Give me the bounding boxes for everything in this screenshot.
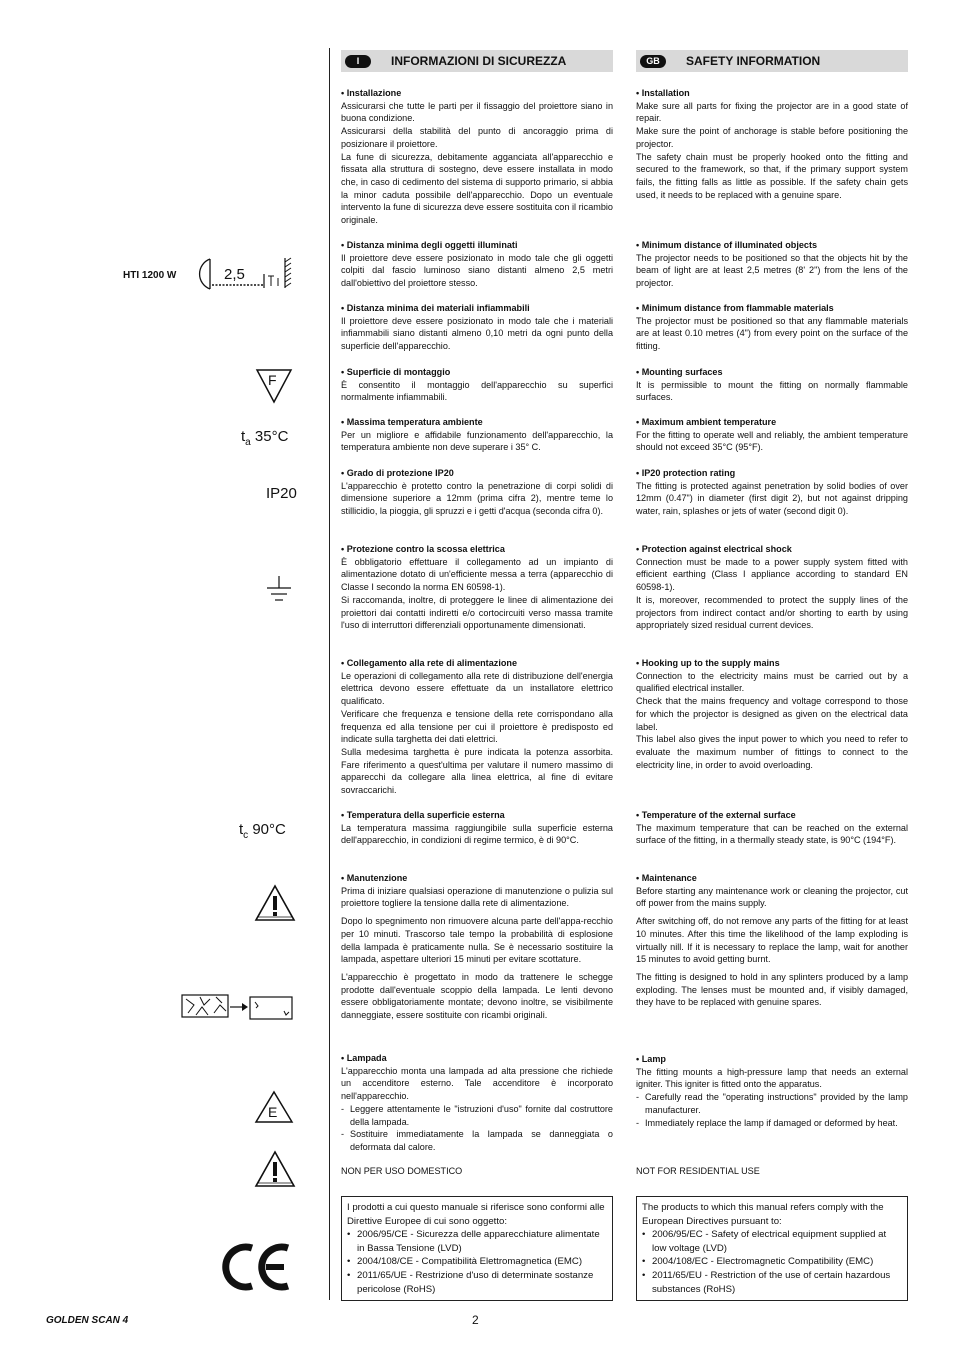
section-title: • Maximum ambient temperature — [636, 417, 777, 427]
paragraph: Per un migliore e affidabile funzionamento dell'apparecchio, la temperatura ambiente non deve superare i 35° C. — [341, 429, 613, 453]
paragraph: Connection must be made to a power supply system fitted with efficient earthing (Class I appliance according to standard EN 60598-1). — [636, 556, 908, 593]
section-title: • Minimum distance of illuminated objects — [636, 240, 818, 250]
residential-note: NOT FOR RESIDENTIAL USE — [636, 1166, 760, 1176]
paragraph: Connection to the electricity mains must be carried out by a qualified electrical installer. — [636, 670, 908, 694]
gb-mains — [636, 657, 908, 771]
list-item: • 2004/108/CE - Compatibilità Elettromagnetica (EMC) — [347, 1255, 607, 1269]
it-collegamento — [341, 657, 613, 797]
paragraph: La temperatura massima raggiungibile sulla superficie esterna dell'apparecchio, in condizioni di regime termico, è di 90°C. — [341, 822, 613, 846]
gb-surface-temp — [636, 809, 908, 847]
list-item: • 2006/95/EC - Safety of electrical equipment supplied at low voltage (LVD) — [642, 1228, 902, 1255]
product-name: GOLDEN SCAN 4 — [46, 1315, 129, 1326]
paragraph: Le operazioni di collegamento alla rete di distribuzione dell'energia elettrica devono essere effettuate da un installatore elettrico qualificato. — [341, 670, 613, 707]
it-lampada — [341, 1052, 613, 1154]
paragraph: L'apparecchio è progettato in modo da trattenere le schegge prodotte dall'eventuale scoppio della lampada. Le lenti devono essere obbligatoriamente montate; devono inoltre, se visibilmente danneggiate, essere sostituite con ricambi originali. — [341, 971, 613, 1021]
gb-ambient — [636, 416, 908, 454]
earth-ground-icon — [264, 574, 294, 606]
lens-splinter-icon — [180, 993, 296, 1023]
section-title: • Lamp — [636, 1054, 666, 1064]
section-title: • Installation — [636, 88, 690, 98]
paragraph: The projector must be positioned so that any flammable materials are at least 0.10 metres (4") from every point on the surface of the fitting. — [636, 315, 908, 352]
gb-residential-note — [636, 1165, 908, 1178]
section-title: • Grado di protezione IP20 — [341, 468, 454, 478]
ambient-temp-value: 35°C — [250, 428, 289, 445]
gb-directives-box — [636, 1196, 908, 1301]
paragraph: It is permissible to mount the fitting on normally flammable surfaces. — [636, 379, 908, 403]
list-item: - Leggere attentamente le "istruzioni d'uso" fornite dal costruttore della lampada. — [341, 1103, 613, 1128]
paragraph: Prima di iniziare qualsiasi operazione di manutenzione o pulizia sul proiettore togliere la tensione dalla rete di alimentazione. — [341, 885, 613, 909]
paragraph: Assicurarsi che tutte le parti per il fissaggio del proiettore siano in buona condizione. — [341, 100, 613, 124]
directives-list — [347, 1228, 607, 1296]
section-title: • Massima temperatura ambiente — [341, 417, 483, 427]
english-title: SAFETY INFORMATION — [686, 54, 821, 68]
warning-icon — [254, 884, 296, 922]
list-item: - Sostituire immediatamente la lampada se danneggiata o deformata dal calore. — [341, 1128, 613, 1153]
english-badge: GB — [640, 55, 666, 68]
section-title: • Minimum distance from flammable materials — [636, 303, 834, 313]
it-superficie — [341, 366, 613, 404]
section-title: • Collegamento alla rete di alimentazione — [341, 658, 518, 668]
list-item: • 2004/108/EC - Electromagnetic Compatibility (EMC) — [642, 1255, 902, 1269]
gb-lamp — [636, 1053, 908, 1129]
paragraph: After switching off, do not remove any parts of the fitting for at least 10 minutes. After this time the likelihood of the lamp exploding is virtually nill. If it is necessary to replace the lamp, wait for another 15 minutes to avoid getting burnt. — [636, 916, 908, 965]
lamp-list — [341, 1103, 613, 1154]
list-item: • 2006/95/CE - Sicurezza delle apparecchiature alimentate in Bassa Tensione (LVD) — [347, 1228, 607, 1255]
section-title: • Temperatura della superficie esterna — [341, 810, 505, 820]
english-header — [636, 50, 908, 72]
section-title: • Lampada — [341, 1053, 387, 1063]
distance-value: 2,5 — [224, 266, 245, 283]
ambient-temp-symbol — [241, 428, 288, 448]
f-mark: F — [268, 372, 277, 388]
paragraph: L'apparecchio è protetto contro la penetrazione di corpi solidi di dimensione superiore a 12mm (prima cifra 2), mentre teme lo stillicidio, la pioggia, gli spruzzi e i getti d'acqua (seconda cifra 0). — [341, 480, 613, 517]
paragraph: The projector needs to be positioned so that the objects hit by the beam of light are at least 2,5 metres (8' 2") from the lens of the projector. — [636, 252, 908, 289]
it-temperatura-ambiente — [341, 416, 613, 454]
domestic-warning-icon — [254, 1150, 296, 1188]
surface-temp-sub: c — [243, 830, 249, 841]
paragraph: Sulla medesima targhetta è pure indicata la potenza assorbita. Fare riferimento a quest'ultima per valutare il numero massimo di apparecchi da collegare alla linea elettrica, al fine di evitare sovraccarichi. — [341, 746, 613, 796]
paragraph: È consentito il montaggio dell'apparecchio su superfici normalmente infiammabili. — [341, 379, 613, 403]
section-title: • Maintenance — [636, 873, 697, 883]
section-title: • Temperature of the external surface — [636, 810, 796, 820]
gb-maintenance — [636, 872, 908, 1009]
paragraph: This label also gives the input power to which you need to refer to evaluate the maximum number of fittings to connect to the electricity line, in order to avoid overloading. — [636, 734, 908, 770]
english-column — [636, 50, 908, 1295]
paragraph: The fitting is designed to hold in any splinters produced by a lamp exploding. The lenses must be mounted and, if visibly damaged, they have to be replaced with genuine spares. — [636, 971, 908, 1008]
paragraph: Il proiettore deve essere posizionato in modo tale che i materiali infiammabili siano distanti almeno 0,10 metri da ogni punto della superficie dell'apparecchio. — [341, 315, 613, 352]
e-mark: E — [268, 1104, 278, 1120]
gb-distance-flammable — [636, 302, 908, 353]
surface-temp-value: 90°C — [248, 821, 286, 838]
italian-column — [341, 50, 613, 1295]
list-item: - Immediately replace the lamp if damaged or deformed by heat. — [636, 1117, 908, 1130]
ambient-temp-sub: a — [245, 437, 251, 448]
paragraph: Verificare che frequenza e tensione della rete corrispondano alla frequenza ed alla tensione per cui il proiettore è predisposto ed indicate sulla targhetta dei dati elettrici. — [341, 708, 613, 745]
paragraph: Check that the mains frequency and voltage correspond to those for which the projector is designed as given on the electrical data label. — [636, 696, 908, 732]
paragraph: Make sure the point of anchorage is stable before positioning the projector. — [636, 126, 908, 149]
section-title: • Installazione — [341, 88, 402, 98]
section-title: • Hooking up to the supply mains — [636, 658, 780, 668]
paragraph: The fitting mounts a high-pressure lamp that needs an external igniter. This igniter is fitted onto the apparatus. — [636, 1066, 908, 1090]
paragraph: L'apparecchio monta una lampada ad alta pressione che richiede un accenditore esterno. Tale accenditore è incorporato nell'apparecchio. — [341, 1065, 613, 1102]
ambient-temp-prefix: t — [241, 428, 246, 445]
paragraph: È obbligatorio effettuare il collegamento ad un impianto di alimentazione dotato di un'efficiente messa a terra (apparecchio di Classe I secondo la norma EN 60598-1). — [341, 556, 613, 593]
paragraph: La fune di sicurezza, debitamente agganciata all'apparecchio e fissata alla struttura di sostegno, deve essere installata in modo che, in caso di cedimento del sistema di supporto primario, si abbia la minor caduta possibile dell'apparecchio. Dopo un eventuale intervento la fune di sicurezza deve essere sostituita con il ricambio originale. — [341, 151, 613, 226]
ip-rating-symbol: IP20 — [266, 485, 297, 502]
section-title: • Mounting surfaces — [636, 367, 723, 377]
paragraph: The safety chain must be properly hooked onto the fitting and secured to the framework, so that, if the primary support system fails, the fitting falls as little as possible. If the safety chain gets used, it needs to be replaced with a genuine spare. — [636, 151, 908, 200]
directives-intro: The products to which this manual refers comply with the European Directives pursuant to: — [642, 1202, 884, 1227]
page-number: 2 — [472, 1313, 479, 1327]
gb-shock — [636, 543, 908, 632]
italian-badge: I — [345, 55, 371, 68]
paragraph: Si raccomanda, inoltre, di proteggere le linee di alimentazione dei proiettori dai contatti indiretti e/o cortocircuiti verso massa tramite l'uso di interruttori differenziali opportunamente dimensionati. — [341, 594, 613, 631]
section-title: • Distanza minima dei materiali infiammabili — [341, 303, 530, 313]
it-directives-box — [341, 1196, 613, 1301]
it-distanza-illuminati — [341, 239, 613, 290]
paragraph: Assicurarsi della stabilità del punto di ancoraggio prima di posizionare il proiettore. — [341, 126, 613, 149]
gb-mounting — [636, 366, 908, 404]
section-title: • Protezione contro la scossa elettrica — [341, 544, 505, 554]
italian-header — [341, 50, 613, 72]
column-divider — [329, 48, 330, 1300]
paragraph: Il proiettore deve essere posizionato in modo tale che gli oggetti colpiti dal fascio luminoso siano distanti almeno 2,5 metri dall'obiettivo del proiettore stesso. — [341, 252, 613, 289]
gb-distance-illuminated — [636, 239, 908, 290]
surface-temp-symbol — [239, 821, 286, 841]
it-installazione — [341, 87, 613, 227]
paragraph: Dopo lo spegnimento non rimuovere alcuna parte dell'appa-recchio per 10 minuti. Trascorso tale tempo la probabilità di esplosione della lampada è praticamente nulla. Se è necessario sostituire la lampada, aspettare ulteriori 15 minuti per evitare scottature. — [341, 916, 613, 965]
list-item: • 2011/65/UE - Restrizione d'uso di determinate sostanze pericolose (RoHS) — [347, 1269, 607, 1296]
domestic-note: NON PER USO DOMESTICO — [341, 1166, 463, 1176]
gb-installation — [636, 87, 908, 201]
paragraph: Before starting any maintenance work or cleaning the projector, cut off power from the mains supply. — [636, 885, 908, 909]
section-title: • IP20 protection rating — [636, 468, 736, 478]
paragraph: For the fitting to operate well and reliably, the ambient temperature should not exceed 35°C (95°F). — [636, 429, 908, 453]
gb-ip20 — [636, 467, 908, 518]
section-title: • Manutenzione — [341, 873, 408, 883]
it-distanza-infiammabili — [341, 302, 613, 353]
paragraph: Make sure all parts for fixing the projector are in a good state of repair. — [636, 100, 908, 124]
it-scossa — [341, 543, 613, 632]
directives-list — [642, 1228, 902, 1296]
it-domestic-note — [341, 1165, 613, 1178]
directives-intro: I prodotti a cui questo manuale si riferisce sono conformi alle Direttive Europee di cui sono oggetto: — [347, 1202, 605, 1227]
surface-temp-prefix: t — [239, 821, 244, 838]
lamp-list — [636, 1091, 908, 1129]
it-manutenzione — [341, 872, 613, 1022]
list-item: • 2011/65/EU - Restriction of the use of certain hazardous substances (RoHS) — [642, 1269, 902, 1296]
section-title: • Superficie di montaggio — [341, 367, 451, 377]
it-grado-protezione — [341, 467, 613, 518]
paragraph: The maximum temperature that can be reached on the external surface of the fitting, in a thermally steady state, is 90°C (194°F). — [636, 822, 908, 846]
ce-mark-icon — [222, 1242, 294, 1292]
section-title: • Distanza minima degli oggetti illuminati — [341, 240, 518, 250]
paragraph: It is, moreover, recommended to protect the supply lines of the projectors from indirect contact and/or shorting to earth by using appropriately sized residual current devices. — [636, 594, 908, 631]
lamp-model-label: HTI 1200 W — [123, 270, 177, 281]
paragraph: The fitting is protected against penetration by solid bodies of over 12mm (0.47") in diameter (first digit 2), but not against dripping water, rain, splashes or jets of water (second digit 0). — [636, 480, 908, 517]
italian-title: INFORMAZIONI DI SICUREZZA — [391, 54, 567, 68]
list-item: - Carefully read the "operating instructions" provided by the lamp manufacturer. — [636, 1091, 908, 1116]
it-temp-superficie — [341, 809, 613, 847]
section-title: • Protection against electrical shock — [636, 544, 792, 554]
